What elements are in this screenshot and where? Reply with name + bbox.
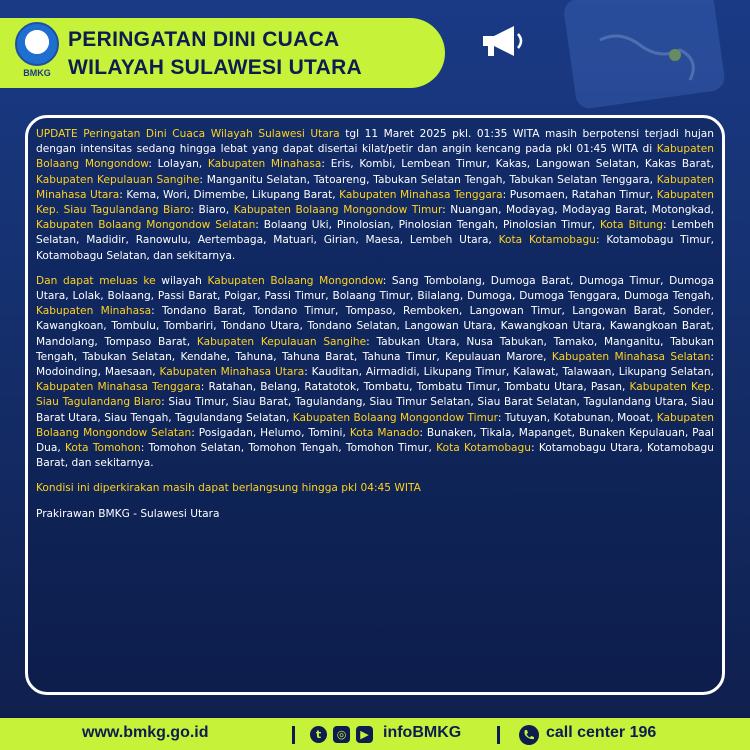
region-text: : Kema, Wori, Dimembe, Likupang Barat,: [119, 188, 340, 201]
map-illustration-icon: [560, 0, 750, 120]
region-text: : Pusomaen, Ratahan Timur,: [502, 188, 657, 201]
page-title-line1: PERINGATAN DINI CUACA: [68, 28, 340, 51]
region-text: : Posigadan, Helumo, Tomini,: [191, 426, 350, 439]
region-text: : Ratahan, Belang, Ratatotok, Tombatu, Tombatu Timur, Tombatu Utara, Pasan,: [200, 381, 630, 394]
region-label: Kabupaten Kep. Siau Tagulandang Biaro: [36, 188, 714, 217]
logo-text: BMKG: [23, 68, 51, 78]
region-label: Kabupaten Minahasa Tenggara: [36, 381, 201, 394]
region-label: Kabupaten Bolaang Mongondow: [36, 143, 714, 171]
warning-paragraph-main: [36, 127, 714, 264]
warning-text: [36, 127, 714, 532]
region-label: Kabupaten Bolaang Mongondow Selatan: [36, 411, 715, 439]
region-label: Kabupaten Kepulauan Sangihe: [36, 173, 200, 186]
region-text: : Kauditan, Airmadidi, Likupang Timur, Kalawat, Talawaan, Likupang Selatan,: [304, 366, 714, 379]
region-text: : Nuangan, Modayag, Modayag Barat, Motongkad,: [442, 204, 715, 217]
website-link[interactable]: www.bmkg.go.id: [82, 724, 209, 741]
region-label: Kota Kotamobagu: [436, 442, 531, 455]
region-text: : Bolaang Uki, Pinolosian, Pinolosian Tengah, Pinolosian Timur,: [255, 219, 601, 232]
region-label: Dan dapat meluas ke: [36, 274, 156, 287]
region-label: Kabupaten Minahasa Utara: [36, 173, 715, 201]
region-label: Kabupaten Minahasa Utara: [159, 366, 305, 379]
region-label: Kabupaten Minahasa Selatan: [551, 350, 711, 363]
region-label: Kabupaten Bolaang Mongondow Timur: [233, 204, 443, 217]
region-label: Kabupaten Minahasa Tenggara: [339, 188, 503, 201]
twitter-icon[interactable]: t: [310, 726, 327, 743]
region-text: : Tabukan Utara, Nusa Tabukan, Tamako, Manganitu, Tabukan Tengah, Tabukan Selatan, Kendahe, Tahuna, Tahuna Barat, Tahuna Timur, Kepulauan Marore,: [36, 335, 714, 363]
region-text: : Kotamobagu Timur, Kotamobagu Selatan, dan sekitarnya.: [36, 234, 714, 262]
region-label: Kota Manado: [349, 426, 420, 439]
region-label: Kota Bitung: [600, 219, 663, 232]
region-label: Kabupaten Bolaang Mongondow Selatan: [36, 219, 256, 232]
bmkg-logo-icon: [15, 22, 59, 66]
region-label: Kabupaten Minahasa: [36, 305, 152, 318]
region-text: : Siau Timur, Siau Barat, Tagulandang, Siau Timur Selatan, Siau Barat Selatan, Tagulandang Utara, Siau Barat Utara, Siau Tengah, Tagulandang Selatan,: [36, 396, 714, 424]
region-text: : Eris, Kombi, Lembean Timur, Kakas, Langowan Selatan, Kakas Barat,: [321, 158, 714, 171]
region-label: Kabupaten Bolaang Mongondow: [207, 274, 383, 287]
region-label: UPDATE Peringatan Dini Cuaca Wilayah Sulawesi Utara: [36, 128, 340, 140]
region-label: Kabupaten Kep. Siau Tagulandang Biaro: [36, 381, 714, 409]
region-text: : Tondano Barat, Tondano Timur, Tompaso, Remboken, Langowan Timur, Langowan Barat, Sonder, Kawangkoan, Tombulu, Tombariri, Tondano Utara, Tondano Selatan, Langowan Utara, Kawangkoan Utara, Kawangkoan Barat, Mandolang, Tompaso Barat,: [36, 305, 714, 348]
footer-divider: [497, 726, 500, 744]
region-text: tgl 11 Maret 2025 pkl. 01:35 WITA masih berpotensi terjadi hujan dengan intensitas sedang hingga lebat yang dapat disertai kilat/petir dan angin kencang pada pkl 01:45 WITA di: [36, 128, 715, 156]
region-text: : Bunaken, Tikala, Mapanget, Bunaken Kepulauan, Paal Dua,: [36, 426, 714, 455]
phone-icon: [519, 725, 539, 745]
region-text: : Lolayan,: [148, 158, 208, 171]
instagram-icon[interactable]: ◎: [333, 726, 350, 743]
region-label: Kabupaten Bolaang Mongondow Timur: [292, 411, 498, 424]
megaphone-icon: [478, 22, 528, 62]
footer-divider: [292, 726, 295, 744]
youtube-icon[interactable]: ▶: [356, 726, 373, 743]
region-text: : Tomohon Selatan, Tomohon Tengah, Tomohon Timur,: [140, 442, 437, 455]
call-center[interactable]: call center 196: [546, 724, 657, 741]
region-text: : Manganitu Selatan, Tatoareng, Tabukan Selatan Tengah, Tabukan Selatan Tenggara,: [199, 173, 657, 186]
region-label: Kota Kotamobagu: [498, 234, 596, 247]
region-text: wilayah: [155, 274, 208, 287]
region-label: Kabupaten Kepulauan Sangihe: [196, 335, 367, 348]
region-text: : Kotamobagu Utara, Kotamobagu Barat, dan sekitarnya.: [36, 442, 714, 470]
region-text: : Tutuyan, Kotabunan, Mooat,: [497, 411, 657, 424]
region-label: Kota Tomohon: [65, 442, 141, 455]
footer-bar: [0, 718, 750, 750]
forecaster-signature: Prakirawan BMKG - Sulawesi Utara: [36, 507, 220, 520]
page-title-line2: WILAYAH SULAWESI UTARA: [68, 56, 363, 79]
region-text: : Biaro,: [190, 204, 234, 217]
region-text: : Lembeh Selatan, Madidir, Ranowulu, Aertembaga, Matuari, Girian, Maesa, Lembeh Utara,: [36, 219, 714, 247]
warning-paragraph-extend: [36, 274, 714, 472]
region-text: : Sang Tombolang, Dumoga Barat, Dumoga Timur, Dumoga Utara, Lolak, Bolaang, Passi Barat, Poigar, Passi Timur, Bolaang Timur, Bilalang, Dumoga, Dumoga Tenggara, Dumoga Tengah,: [36, 274, 714, 303]
warning-paragraph-duration: Kondisi ini diperkirakan masih dapat berlangsung hingga pkl 04:45 WITA: [36, 482, 421, 495]
region-text: : Modoinding, Maesaan,: [36, 350, 714, 379]
social-handle[interactable]: infoBMKG: [383, 724, 462, 741]
region-label: Kabupaten Minahasa: [207, 158, 322, 171]
bmkg-logo: [12, 22, 62, 80]
